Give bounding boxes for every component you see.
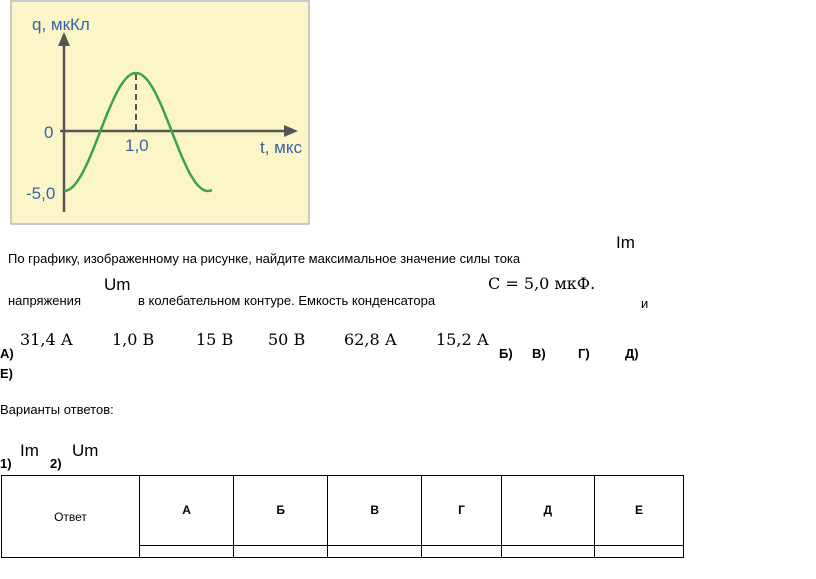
- answer-cell[interactable]: [234, 545, 328, 557]
- x-axis-label: t, мкс: [260, 138, 302, 157]
- symbol-current-amplitude: Im: [616, 233, 635, 252]
- variant-2-symbol: Um: [72, 441, 99, 460]
- answer-cell[interactable]: [140, 545, 234, 557]
- option-value-f: 15,2 А: [436, 330, 489, 349]
- option-value-c: 15 В: [196, 330, 234, 349]
- answer-table: [1, 475, 684, 558]
- capacitance-value: C = 5,0 мкФ.: [488, 274, 596, 293]
- answer-cell[interactable]: [594, 545, 683, 557]
- answer-column-header: Е: [594, 476, 683, 546]
- tick-zero: 0: [44, 123, 54, 142]
- answer-column-header: Д: [501, 476, 594, 546]
- option-letter-f: Е): [0, 366, 13, 381]
- option-letter-d: Г): [578, 346, 590, 361]
- option-letter-e: Д): [625, 346, 639, 361]
- answer-cell[interactable]: [422, 545, 501, 557]
- variant-1-symbol: Im: [20, 441, 39, 460]
- answer-cell[interactable]: [501, 545, 594, 557]
- y-axis-arrow: [58, 32, 70, 46]
- variants-heading: Варианты ответов:: [0, 402, 114, 417]
- tick-y-min: -5,0: [26, 184, 56, 203]
- tick-x-1: 1,0: [125, 136, 149, 155]
- option-value-e: 62,8 А: [344, 330, 397, 349]
- option-value-b: 1,0 В: [112, 330, 155, 349]
- answer-column-header: А: [140, 476, 234, 546]
- question-line-2-start: напряжения: [8, 293, 81, 308]
- answer-column-header: Б: [234, 476, 328, 546]
- conjunction-and: и: [641, 296, 649, 311]
- variant-1-number: 1): [0, 456, 12, 471]
- option-letter-a: А): [0, 346, 14, 361]
- question-line-1: По графику, изображенному на рисунке, найдите максимальное значение силы тока: [8, 251, 521, 266]
- variant-2-number: 2): [50, 456, 62, 471]
- y-axis-label: q, мкКл: [32, 15, 90, 34]
- option-value-d: 50 В: [268, 330, 306, 349]
- x-axis-arrow: [284, 125, 298, 137]
- answer-cell[interactable]: [328, 545, 422, 557]
- graph-svg: [12, 2, 312, 227]
- option-letter-b: Б): [499, 346, 513, 361]
- question-line-2-end: в колебательном контуре. Емкость конденсатора: [138, 293, 436, 308]
- symbol-voltage-amplitude: Um: [104, 275, 131, 294]
- charge-time-graph: [10, 0, 310, 225]
- answer-column-header: В: [328, 476, 422, 546]
- option-value-a: 31,4 А: [20, 330, 73, 349]
- option-letter-c: В): [532, 346, 546, 361]
- answer-column-header: Г: [422, 476, 501, 546]
- answer-row-label: Ответ: [2, 476, 140, 558]
